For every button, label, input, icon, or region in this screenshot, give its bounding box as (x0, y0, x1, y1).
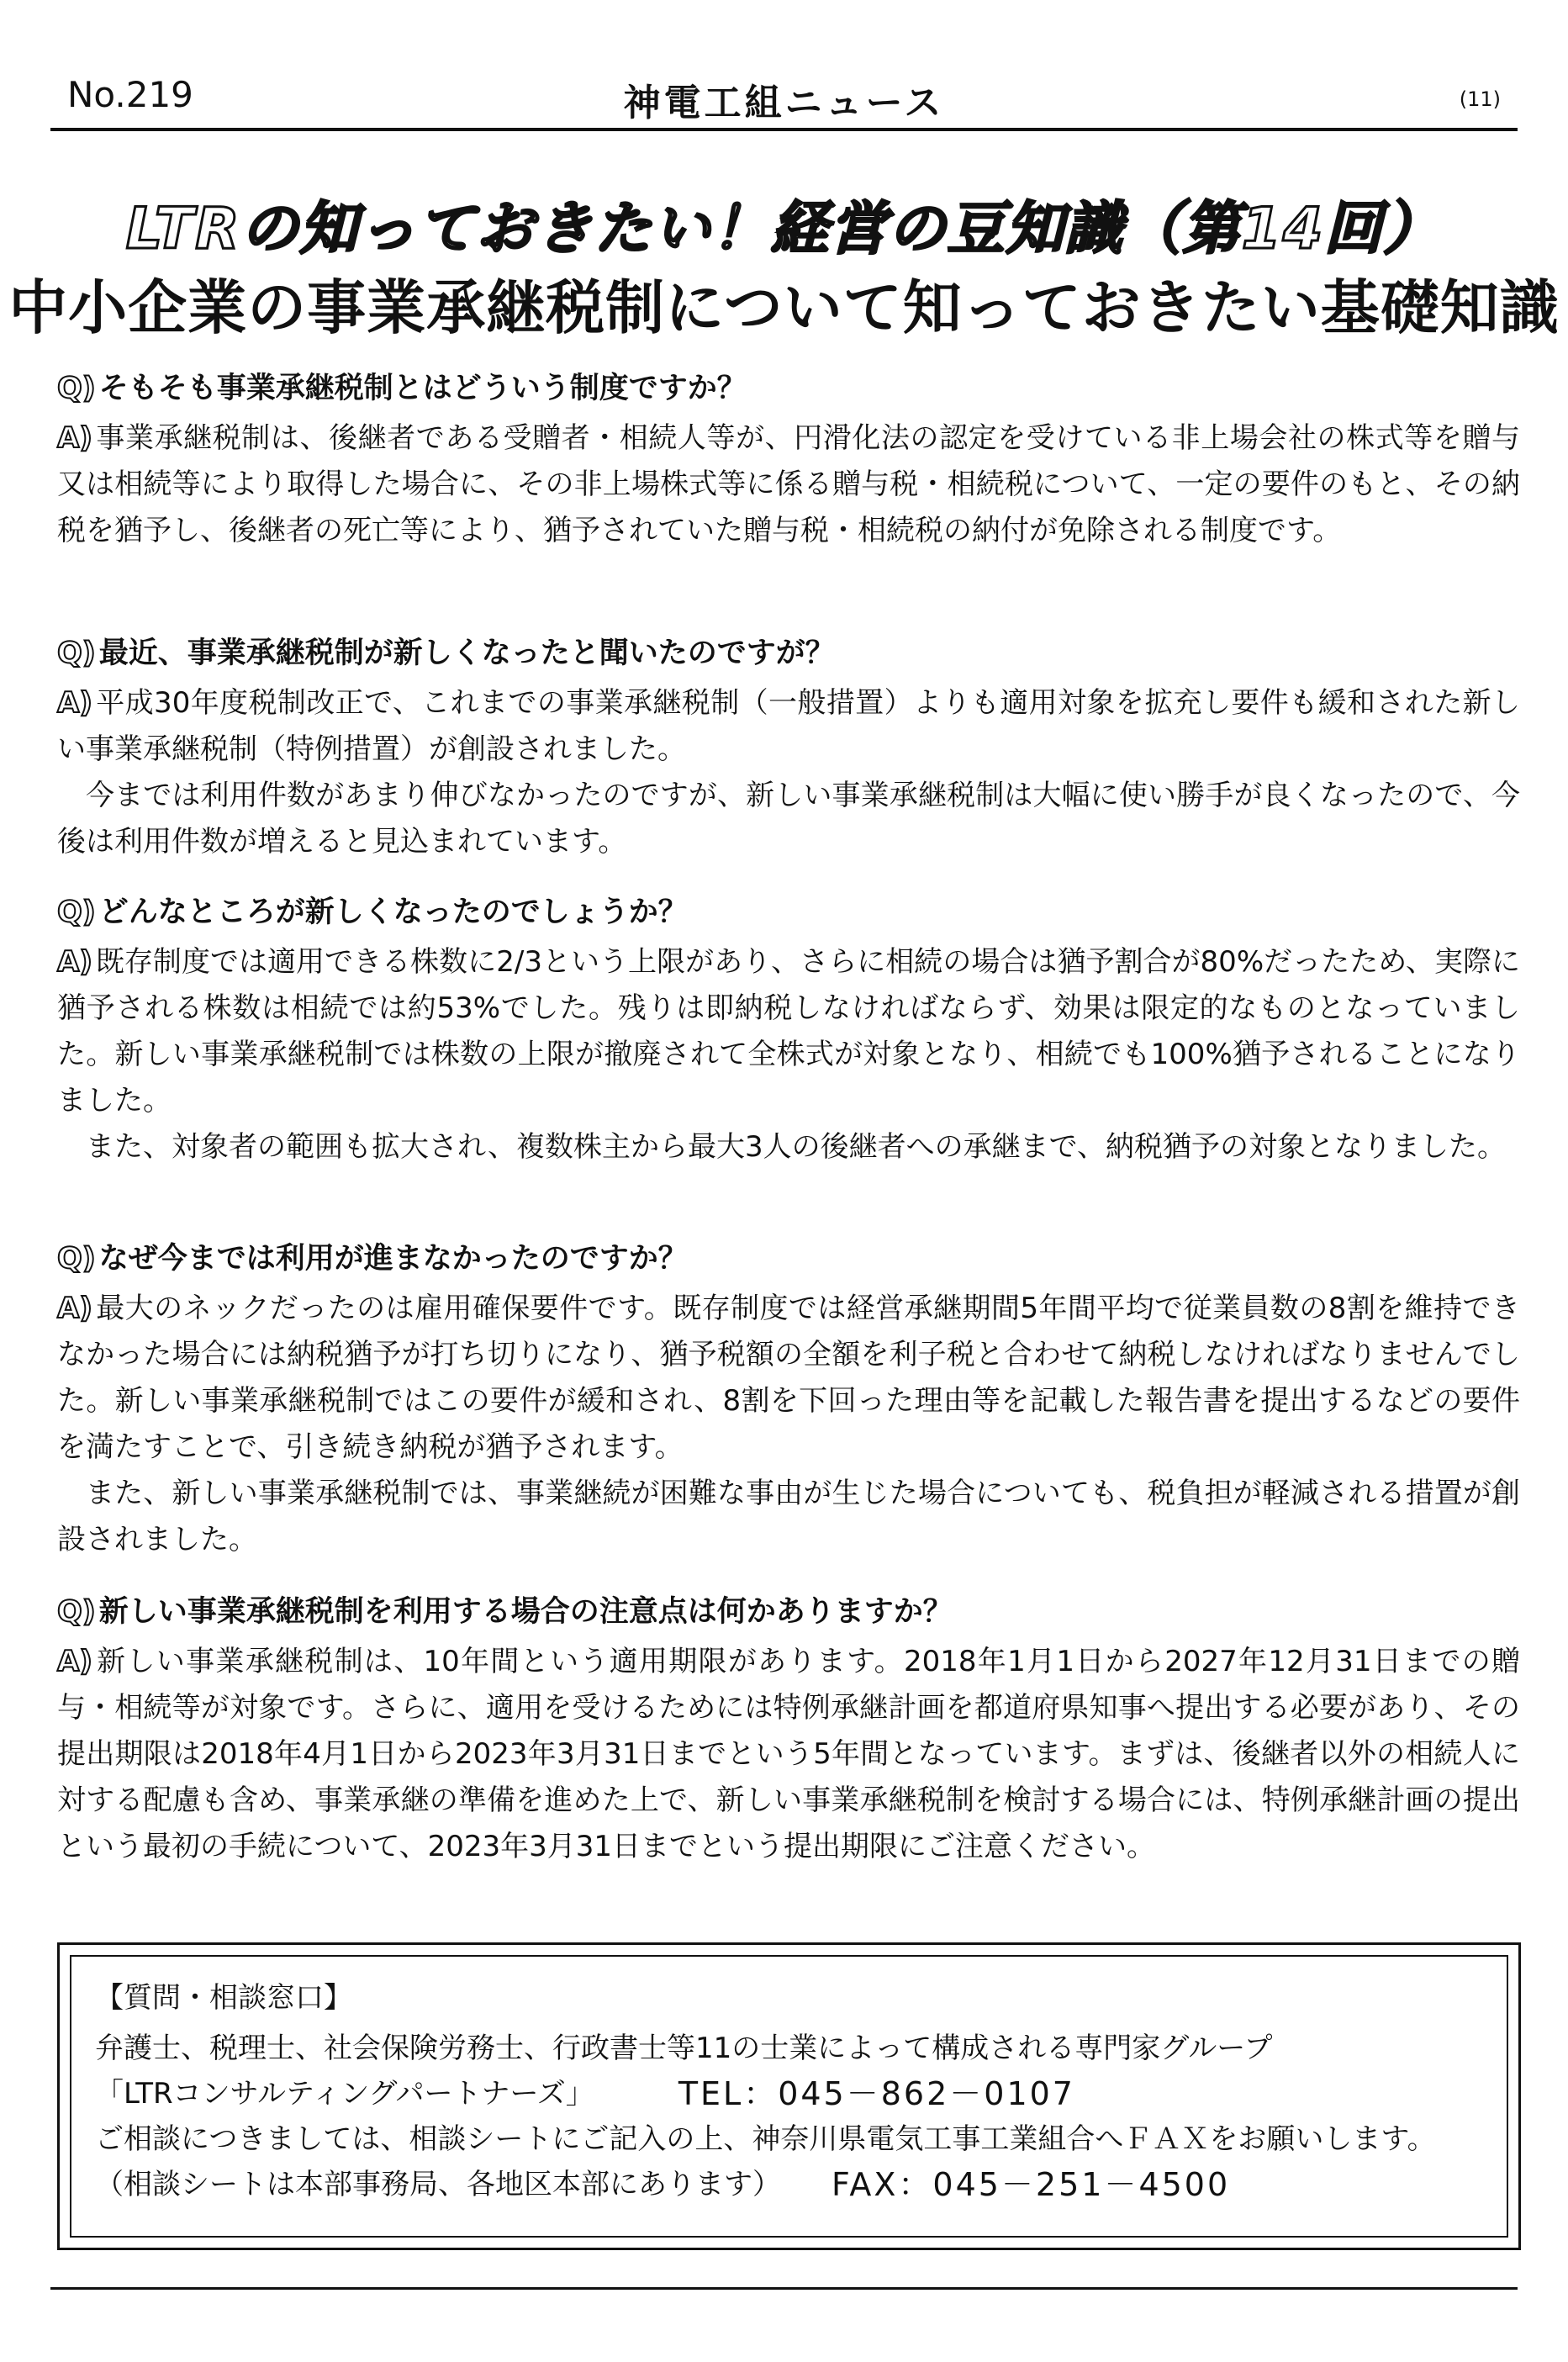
question-text: 新しい事業承継税制を利用する場合の注意点は何かありますか？ (98, 1595, 953, 1629)
a-marker: A) (57, 945, 92, 979)
fax-row (95, 2162, 1483, 2207)
answer (57, 415, 1520, 554)
q-marker: Q) (57, 372, 96, 405)
q-marker: Q) (57, 896, 96, 929)
qa-block-1 (57, 366, 1520, 554)
contact-box (57, 1942, 1521, 2250)
page-header (50, 74, 1518, 126)
footer-rule (50, 2287, 1518, 2290)
a-marker: A) (57, 1645, 92, 1678)
question (57, 890, 1520, 936)
question (57, 631, 1520, 677)
tel-number: TEL：045－862－0107 (678, 2075, 1075, 2112)
question (57, 1236, 1520, 1282)
group-name: 「LTRコンサルティングパートナーズ」 (95, 2077, 594, 2111)
answer-text: 平成30年度税制改正で、これまでの事業承継税制（一般措置）よりも適用対象を拡充し要件も緩和された新しい事業承継税制（特例措置）が創設されました。 (57, 686, 1520, 766)
answer-text: 最大のネックだったのは雇用確保要件です。既存制度では経営承継期間5年間平均で従業員数の8割を維持できなかった場合には納税猶予が打ち切りになり、猶予税額の全額を利子税と合わせて納税しなければなりませんでした。新しい事業承継税制ではこの要件が緩和され、8割を下回った理由等を記載した報告書を提出するなどの要件を満たすことで、引き続き納税が猶予されます。 (57, 1292, 1520, 1464)
question-text: どんなところが新しくなったのでしょうか？ (98, 896, 688, 929)
sheet-note: （相談シートは本部事務局、各地区本部にあります） (95, 2168, 781, 2201)
question (57, 366, 1520, 412)
group-row (95, 2071, 1483, 2116)
answer-continued: また、新しい事業承継税制では、事業継続が困難な事由が生じた場合についても、税負担が軽減される措置が創設されました。 (57, 1477, 1520, 1556)
qa-block-3 (57, 890, 1520, 1170)
q-marker: Q) (57, 1595, 96, 1629)
a-marker: A) (57, 1292, 92, 1325)
contact-box-inner (70, 1955, 1508, 2238)
page-number: (11) (1459, 87, 1501, 111)
question-text: そもそも事業承継税制とはどういう制度ですか？ (98, 372, 747, 405)
newsletter-title: 神電工組ニュース (623, 82, 945, 124)
q-marker: Q) (57, 637, 96, 670)
answer (57, 680, 1520, 773)
group-description: 弁護士、税理士、社会保険労務士、行政書士等11の士業によって構成される専門家グループ (95, 2032, 1273, 2065)
q-marker: Q) (57, 1242, 96, 1276)
answer-continued: また、対象者の範囲も拡大され、複数株主から最大3人の後継者への承継まで、納税猶予の対象となりました。 (86, 1130, 1506, 1164)
answer-text: 事業承継税制は、後継者である受贈者・相続人等が、円滑化法の認定を受けている非上場会社の株式等を贈与又は相続等により取得した場合に、その非上場株式等に係る贈与税・相続税について、一定の要件のもと、その納税を猶予し、後継者の死亡等により、猶予されていた贈与税・相続税の納付が免除される制度です。 (57, 421, 1520, 547)
qa-block-5 (57, 1589, 1520, 1870)
answer (57, 1286, 1520, 1471)
answer-text: 新しい事業承継税制は、10年間という適用期限があります。2018年1月1日から2027年12月31日までの贈与・相続等が対象です。さらに、適用を受けるためには特例承継計画を都道府県知事へ提出する必要があり、その提出期限は2018年4月1日から2023年3月31日までという5年間となっています。まずは、後継者以外の相続人に対する配慮も含め、事業承継の準備を進めた上で、新しい事業承継税制を検討する場合には、特例承継計画の提出という最初の手続について、2023年3月31日までという提出期限にご注意ください。 (57, 1645, 1520, 1863)
question-text: 最近、事業承継税制が新しくなったと聞いたのですが？ (98, 637, 835, 670)
fax-number: FAX：045－251－4500 (832, 2166, 1231, 2203)
consultation-instructions: ご相談につきましては、相談シートにご記入の上、神奈川県電気工事工業組合へＦＡＸをお願いします。 (95, 2122, 1436, 2156)
qa-block-2 (57, 631, 1520, 865)
question-text: なぜ今までは利用が進まなかったのですか？ (98, 1242, 688, 1276)
contact-heading: 【質問・相談窓口】 (95, 1981, 352, 2015)
header-rule (50, 128, 1518, 131)
answer-continued: 今までは利用件数があまり伸びなかったのですが、新しい事業承継税制は大幅に使い勝手が良くなったので、今後は利用件数が増えると見込まれています。 (57, 779, 1520, 859)
answer (57, 939, 1520, 1124)
answer (57, 1639, 1520, 1870)
article-headline: 中小企業の事業承継税制について知っておきたい基礎知識 (8, 273, 1560, 342)
qa-block-4 (57, 1236, 1520, 1563)
article-kicker: LTRの知っておきたい！経営の豆知識（第14回） (125, 196, 1443, 262)
issue-number: No.219 (67, 74, 193, 115)
a-marker: A) (57, 686, 92, 720)
answer-text: 既存制度では適用できる株数に2/3という上限があり、さらに相続の場合は猶予割合が80%だったため、実際に猶予される株数は相続では約53%でした。残りは即納税しなければならず、効果は限定的なものとなっていました。新しい事業承継税制では株数の上限が撤廃されて全株式が対象となり、相続でも100%猶予されることになりました。 (57, 945, 1520, 1118)
question (57, 1589, 1520, 1635)
a-marker: A) (57, 421, 92, 455)
